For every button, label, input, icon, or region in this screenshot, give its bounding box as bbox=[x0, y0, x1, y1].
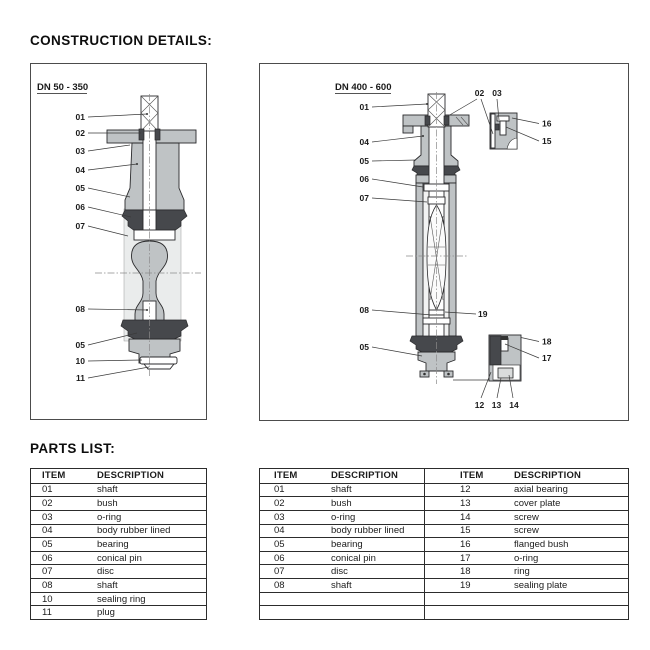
parts-list-title: PARTS LIST: bbox=[30, 441, 116, 456]
leader-line bbox=[88, 188, 130, 197]
description-cell: screw bbox=[514, 525, 539, 537]
leader-line bbox=[88, 145, 130, 151]
callout-label: 01 bbox=[359, 102, 369, 112]
item-cell: 11 bbox=[42, 607, 52, 619]
item-cell: 15 bbox=[424, 525, 514, 538]
sealing-ring bbox=[140, 357, 177, 364]
callout-label: 03 bbox=[492, 88, 502, 98]
item-cell: 05 bbox=[42, 538, 53, 550]
leader-line bbox=[521, 338, 539, 342]
item-cell: 01 bbox=[42, 484, 53, 496]
description-cell: shaft bbox=[331, 484, 352, 496]
item-cell: 14 bbox=[424, 511, 514, 524]
item-cell: 04 bbox=[274, 525, 285, 537]
leader-line bbox=[88, 367, 149, 378]
item-cell bbox=[424, 593, 514, 606]
screw bbox=[500, 121, 506, 135]
item-cell bbox=[260, 606, 331, 619]
leader-dot bbox=[146, 113, 148, 115]
table-row bbox=[260, 564, 628, 578]
leader-dot bbox=[146, 309, 148, 311]
callout-label: 04 bbox=[359, 137, 369, 147]
item-cell: 08 bbox=[274, 579, 285, 591]
callout-label: 08 bbox=[359, 305, 369, 315]
callout-label: 01 bbox=[75, 112, 85, 122]
callout-label: 06 bbox=[75, 202, 85, 212]
leader-line bbox=[88, 164, 137, 170]
item-cell: 07 bbox=[274, 566, 285, 578]
leader-line bbox=[481, 372, 491, 398]
header-item: ITEM bbox=[424, 469, 514, 483]
callout-label: 13 bbox=[491, 400, 502, 410]
leader-line bbox=[88, 114, 147, 117]
item-cell: 04 bbox=[42, 525, 53, 537]
table-row bbox=[31, 496, 206, 510]
description-cell: sealing plate bbox=[514, 579, 568, 591]
callout-label: 17 bbox=[542, 353, 552, 363]
item-cell: 02 bbox=[42, 498, 53, 510]
item-cell: 12 bbox=[424, 484, 514, 497]
leader-dot bbox=[426, 103, 428, 105]
leader-line bbox=[88, 226, 128, 236]
item-cell: 02 bbox=[274, 498, 285, 510]
callout-labels bbox=[76, 112, 86, 383]
valve-drawing-dn50-350 bbox=[31, 64, 206, 419]
leader-line bbox=[372, 179, 423, 187]
table-row bbox=[31, 510, 206, 524]
callout-label: 14 bbox=[509, 400, 519, 410]
diagram-box-dn50-350 bbox=[30, 63, 207, 420]
callout-label: 10 bbox=[75, 356, 85, 366]
header-description: DESCRIPTION bbox=[331, 470, 399, 482]
table-row bbox=[31, 592, 206, 606]
description-cell: o-ring bbox=[514, 552, 539, 564]
item-cell: 17 bbox=[424, 552, 514, 565]
callout-label: 05 bbox=[75, 183, 85, 193]
bush-left bbox=[139, 129, 144, 140]
header-description: DESCRIPTION bbox=[97, 470, 165, 482]
description-cell bbox=[514, 593, 628, 606]
description-cell: conical pin bbox=[97, 552, 142, 564]
item-cell: 05 bbox=[274, 538, 285, 550]
callout-label: 11 bbox=[76, 373, 85, 383]
leader-line bbox=[372, 347, 422, 356]
description-cell: shaft bbox=[97, 484, 118, 496]
table-row bbox=[31, 564, 206, 578]
item-cell: 08 bbox=[42, 579, 53, 591]
disc-collar bbox=[134, 230, 175, 240]
description-cell: bush bbox=[97, 498, 118, 510]
description-cell: o-ring bbox=[97, 511, 122, 523]
callout-label: 19 bbox=[478, 309, 488, 319]
lower-bearing-seal bbox=[121, 320, 188, 339]
description-cell: plug bbox=[97, 607, 115, 619]
description-cell: shaft bbox=[331, 579, 352, 591]
description-cell: conical pin bbox=[331, 552, 376, 564]
table-header-row bbox=[31, 469, 206, 483]
bush-right bbox=[444, 116, 449, 125]
flange-step bbox=[403, 126, 413, 133]
table-row bbox=[260, 551, 628, 565]
callout-label: 02 bbox=[75, 128, 85, 138]
callout-label: 06 bbox=[359, 174, 369, 184]
description-cell: body rubber lined bbox=[97, 525, 171, 537]
callout-label: 15 bbox=[542, 136, 552, 146]
table-header-row bbox=[260, 469, 628, 483]
callout-label: 07 bbox=[359, 193, 369, 203]
item-cell: 13 bbox=[424, 497, 514, 510]
leader-line bbox=[372, 160, 416, 161]
callout-label: 12 bbox=[474, 400, 485, 410]
screw-dot bbox=[423, 373, 426, 376]
leader-line bbox=[88, 360, 142, 361]
description-cell: disc bbox=[331, 566, 348, 578]
item-cell: 03 bbox=[274, 511, 285, 523]
construction-details-title: CONSTRUCTION DETAILS: bbox=[30, 33, 213, 48]
table-row bbox=[260, 537, 628, 551]
description-cell: ring bbox=[514, 566, 530, 578]
parts-table-left bbox=[30, 468, 207, 620]
callout-label: 07 bbox=[75, 221, 85, 231]
item-cell: 07 bbox=[42, 566, 53, 578]
screw-dot bbox=[447, 373, 450, 376]
diagram-box-dn400-600 bbox=[259, 63, 629, 421]
item-cell: 06 bbox=[42, 552, 53, 564]
table-row bbox=[31, 483, 206, 497]
item-cell: 16 bbox=[424, 538, 514, 551]
description-cell: body rubber lined bbox=[331, 525, 405, 537]
description-cell: flanged bush bbox=[514, 538, 569, 550]
callout-label: 05 bbox=[359, 342, 369, 352]
description-cell: shaft bbox=[97, 579, 118, 591]
body-wall-right bbox=[449, 183, 456, 336]
description-cell: cover plate bbox=[514, 498, 561, 510]
table-row bbox=[260, 524, 628, 538]
item-cell: 19 bbox=[424, 579, 514, 592]
leader-line bbox=[448, 99, 477, 116]
table-row bbox=[31, 551, 206, 565]
table-row-empty bbox=[260, 592, 628, 606]
callout-label: 04 bbox=[75, 165, 85, 175]
table-row bbox=[260, 496, 628, 510]
table-row bbox=[260, 578, 628, 592]
callout-label: 18 bbox=[542, 336, 552, 347]
table-row bbox=[31, 605, 206, 619]
leader-dot bbox=[136, 163, 138, 165]
header-item: ITEM bbox=[42, 470, 66, 482]
valve-body-section bbox=[403, 92, 469, 384]
description-cell: axial bearing bbox=[514, 484, 568, 496]
description-cell: screw bbox=[514, 511, 539, 523]
table-row-empty bbox=[260, 605, 628, 619]
item-cell bbox=[424, 606, 514, 619]
parts-table-right bbox=[259, 468, 629, 620]
item-cell: 06 bbox=[274, 552, 285, 564]
callout-label: 16 bbox=[542, 118, 552, 129]
leader-dot bbox=[422, 135, 424, 137]
bottom-bearing-inset-detail bbox=[489, 335, 521, 381]
dn-range-label: DN 400 - 600 bbox=[335, 82, 392, 93]
header-description: DESCRIPTION bbox=[514, 470, 582, 482]
inset-ring-seal bbox=[490, 336, 501, 365]
body-wall-left bbox=[416, 183, 423, 336]
table-row bbox=[31, 578, 206, 592]
callout-label: 08 bbox=[75, 304, 85, 314]
callout-label: 05 bbox=[359, 156, 369, 166]
description-cell: bearing bbox=[97, 538, 129, 550]
description-cell bbox=[331, 593, 424, 606]
callout-label: 05 bbox=[75, 340, 85, 350]
callout-label: 03 bbox=[75, 146, 85, 156]
description-cell: o-ring bbox=[331, 511, 356, 523]
description-cell bbox=[331, 606, 424, 619]
header-item: ITEM bbox=[274, 470, 298, 482]
item-cell: 10 bbox=[42, 593, 53, 605]
inset-shaft-bore bbox=[491, 114, 495, 148]
item-cell: 03 bbox=[42, 511, 53, 523]
bearing-cap bbox=[501, 336, 508, 340]
description-cell bbox=[514, 606, 628, 619]
leader-line bbox=[372, 104, 427, 107]
bush-right bbox=[155, 129, 160, 140]
o-ring bbox=[495, 124, 499, 130]
cover-plate bbox=[498, 368, 513, 378]
valve-drawing-dn400-600 bbox=[260, 64, 628, 420]
table-row bbox=[31, 524, 206, 538]
item-cell: 18 bbox=[424, 565, 514, 578]
description-cell: sealing ring bbox=[97, 593, 146, 605]
description-cell: bearing bbox=[331, 538, 363, 550]
description-cell: disc bbox=[97, 566, 114, 578]
dn-range-label: DN 50 - 350 bbox=[37, 82, 89, 93]
valve-body-section bbox=[95, 94, 201, 376]
table-row bbox=[260, 510, 628, 524]
item-cell bbox=[260, 593, 331, 606]
leader-line bbox=[372, 136, 423, 142]
table-row bbox=[31, 537, 206, 551]
bush-left bbox=[425, 116, 430, 125]
callout-label: 02 bbox=[474, 88, 485, 98]
item-cell: 01 bbox=[274, 484, 285, 496]
table-row bbox=[260, 483, 628, 497]
plug bbox=[144, 364, 174, 369]
description-cell: bush bbox=[331, 498, 352, 510]
